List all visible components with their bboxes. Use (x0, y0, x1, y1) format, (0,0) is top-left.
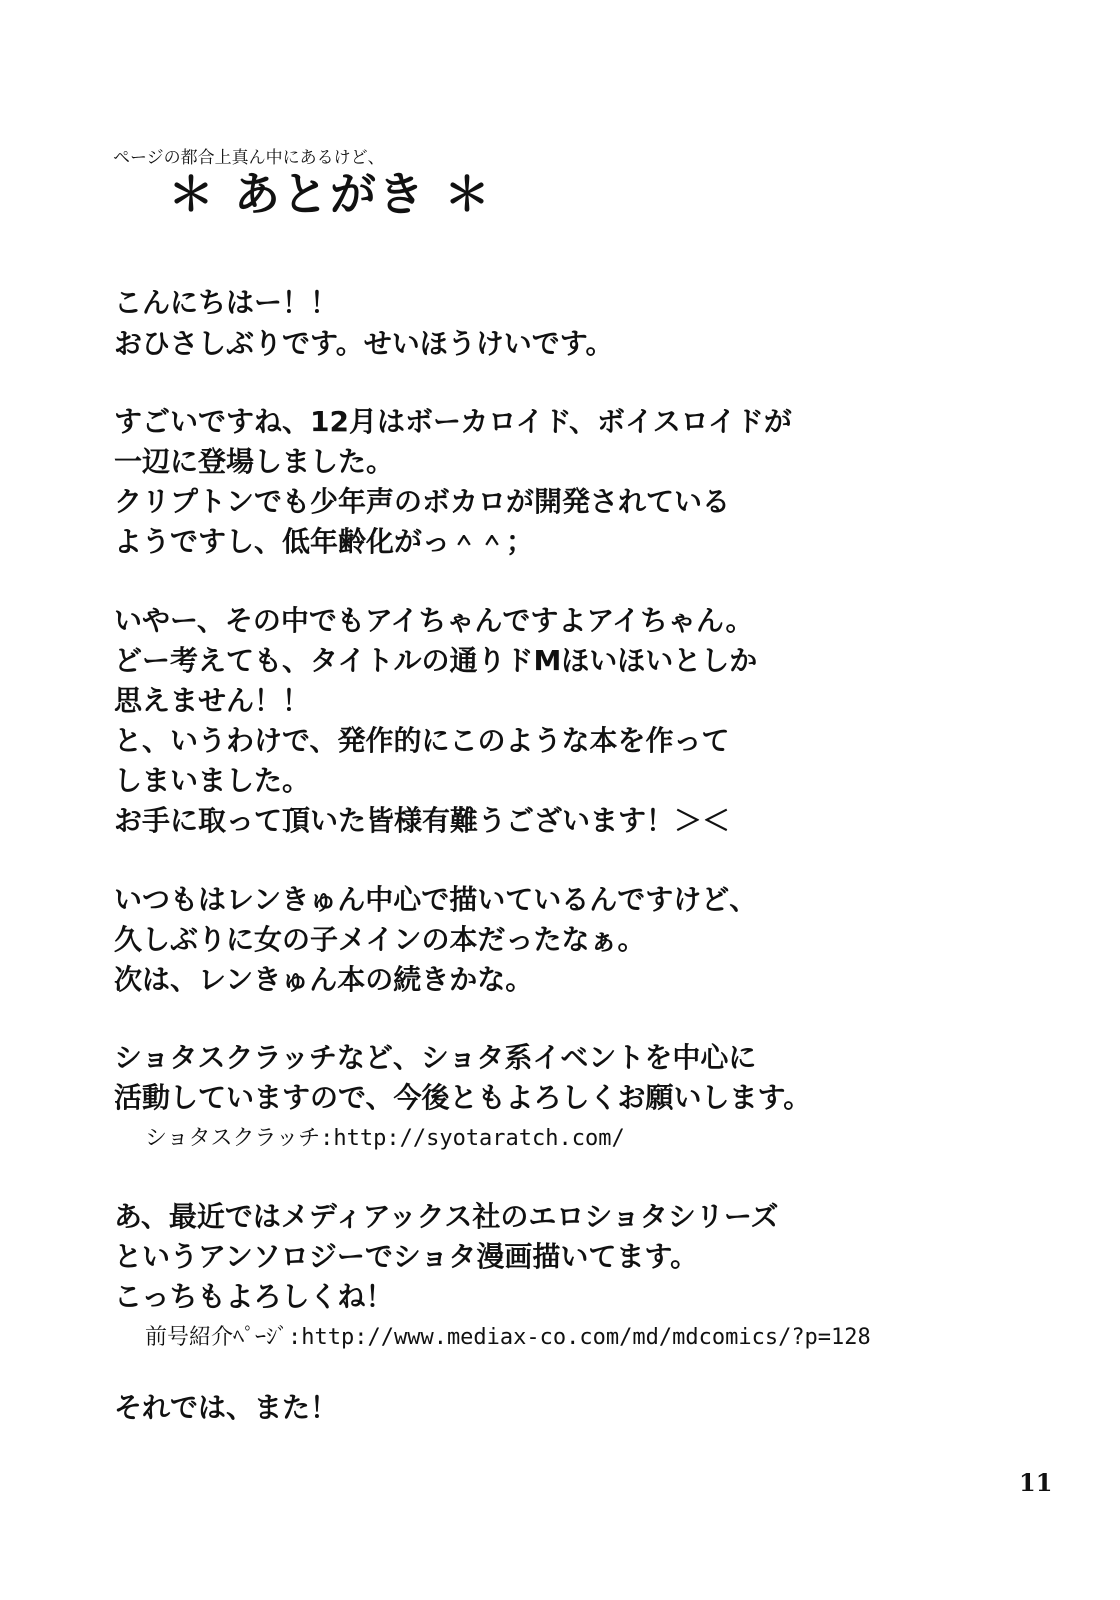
body-line: と、いうわけで、発作的にこのような本を作って (114, 724, 730, 757)
body-line: それでは、また！ (114, 1391, 339, 1424)
body-line: いやー、その中でもアイちゃんですよアイちゃん。 (114, 604, 754, 637)
body-line: というアンソロジーでショタ漫画描いてます。 (114, 1240, 699, 1273)
url-line: ショタスクラッチ:http://syotaratch.com/ (145, 1126, 625, 1151)
body-line: こんにちはー！！ (114, 286, 339, 319)
body-line: どー考えても、タイトルの通りドMほいほいとしか (114, 644, 758, 677)
body-line: いつもはレンきゅん中心で描いているんですけど、 (114, 883, 758, 916)
body-line: クリプトンでも少年声のボカロが開発されている (114, 485, 731, 518)
body-line: ようですし、低年齢化がっ＾＾； (114, 525, 535, 558)
body-line: こっちもよろしくね！ (114, 1280, 394, 1313)
body-line: 一辺に登場しました。 (114, 445, 395, 478)
body-line: あ、最近ではメディアックス社のエロショタシリーズ (114, 1200, 779, 1233)
page-number: 11 (1019, 1468, 1053, 1497)
url-line: 前号紹介ﾍﾟｰｼﾞ:http://www.mediax-co.com/md/mdcomics/?p=128 (145, 1325, 871, 1350)
page-title: ＊ あとがき ＊ (168, 167, 493, 221)
body-line: 久しぶりに女の子メインの本だったなぁ。 (114, 923, 646, 956)
body-line: しまいました。 (114, 764, 311, 797)
body-line: 思えません！！ (114, 684, 311, 717)
body-line: ショタスクラッチなど、ショタ系イベントを中心に (114, 1041, 757, 1074)
body-line: 次は、レンきゅん本の続きかな。 (114, 963, 534, 996)
body-line: おひさしぶりです。せいほうけいです。 (114, 327, 614, 360)
body-line: 活動していますので、今後ともよろしくお願いします。 (114, 1081, 812, 1114)
body-line: お手に取って頂いた皆様有難うございます！＞＜ (114, 804, 731, 837)
body-line: すごいですね、12月はボーカロイド、ボイスロイドが (114, 405, 792, 438)
page-subtitle: ページの都合上真ん中にあるけど、 (113, 148, 385, 168)
